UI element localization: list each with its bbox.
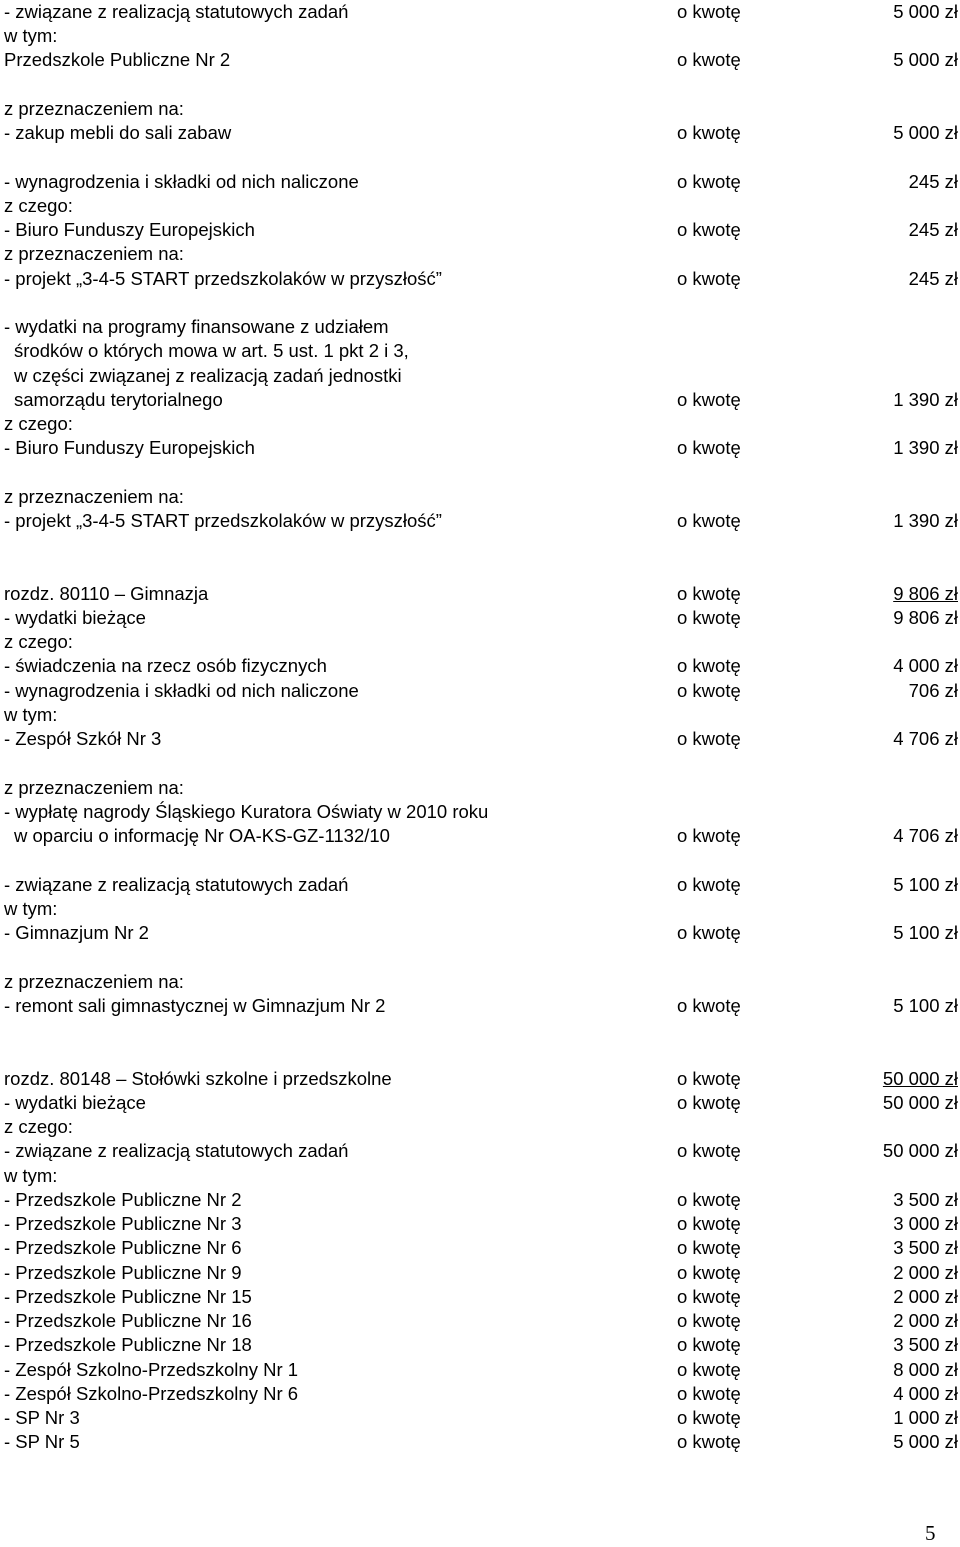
budget-line [0,800,960,824]
amount-label: o kwotę [677,389,741,410]
budget-line [0,412,960,436]
amount-label: o kwotę [677,728,741,749]
amount-label: o kwotę [677,1140,741,1161]
budget-line [0,170,960,194]
amount-label: o kwotę [677,1334,741,1355]
line-description: - Przedszkole Publiczne Nr 18 [4,1334,252,1355]
budget-line [0,703,960,727]
budget-line [0,630,960,654]
budget-line [0,606,960,630]
amount-value: 5 000 zł [893,1,958,22]
budget-line [0,1358,960,1382]
amount-label: o kwotę [677,1286,741,1307]
line-description: - projekt „3-4-5 START przedszkolaków w przyszłość” [4,510,442,531]
budget-line [0,1212,960,1236]
amount-value: 5 000 zł [893,122,958,143]
budget-line [0,315,960,339]
budget-line [0,388,960,412]
budget-line [0,1188,960,1212]
budget-line [0,1236,960,1260]
budget-line [0,121,960,145]
budget-line [0,654,960,678]
line-description: Przedszkole Publiczne Nr 2 [4,49,231,70]
amount-value: 4 706 zł [893,825,958,846]
line-description: - Przedszkole Publiczne Nr 15 [4,1286,252,1307]
budget-line [0,824,960,848]
budget-line [0,364,960,388]
amount-value: 4 000 zł [893,655,958,676]
line-description: z przeznaczeniem na: [4,777,184,798]
line-description: z czego: [4,631,73,652]
line-description: w części związanej z realizacją zadań jednostki [14,365,402,386]
line-description: - Zespół Szkolno-Przedszkolny Nr 6 [4,1383,299,1404]
amount-label: o kwotę [677,1,741,22]
amount-label: o kwotę [677,583,741,604]
budget-line [0,194,960,218]
budget-line [0,1406,960,1430]
amount-value: 1 000 zł [893,1407,958,1428]
amount-label: o kwotę [677,268,741,289]
line-description: z przeznaczeniem na: [4,243,184,264]
budget-line [0,509,960,533]
budget-line [0,1430,960,1454]
line-description: - Biuro Funduszy Europejskich [4,219,255,240]
line-description: w oparciu o informację Nr OA-KS-GZ-1132/10 [14,825,390,846]
amount-label: o kwotę [677,510,741,531]
line-description: z przeznaczeniem na: [4,98,184,119]
amount-label: o kwotę [677,922,741,943]
amount-label: o kwotę [677,219,741,240]
amount-value: 2 000 zł [893,1286,958,1307]
line-description: - projekt „3-4-5 START przedszkolaków w przyszłość” [4,268,442,289]
line-description: - zakup mebli do sali zabaw [4,122,232,143]
line-description: w tym: [4,704,58,725]
budget-line [0,97,960,121]
line-description: z czego: [4,195,73,216]
amount-label: o kwotę [677,825,741,846]
amount-value: 1 390 zł [893,510,958,531]
budget-line [0,1115,960,1139]
budget-line [0,776,960,800]
budget-line [0,1139,960,1163]
amount-label: o kwotę [677,607,741,628]
line-description: z czego: [4,1116,73,1137]
amount-value: 1 390 zł [893,437,958,458]
budget-line [0,485,960,509]
line-description: - związane z realizacją statutowych zadań [4,874,349,895]
line-description: z czego: [4,413,73,434]
amount-label: o kwotę [677,122,741,143]
amount-label: o kwotę [677,1237,741,1258]
amount-label: o kwotę [677,1068,741,1089]
amount-label: o kwotę [677,874,741,895]
budget-line [0,48,960,72]
amount-value: 245 zł [908,219,958,240]
line-description: - Przedszkole Publiczne Nr 9 [4,1262,242,1283]
budget-line [0,1164,960,1188]
page-number: 5 [925,1521,936,1545]
amount-value: 4 000 zł [893,1383,958,1404]
line-description: w tym: [4,898,58,919]
line-description: - remont sali gimnastycznej w Gimnazjum Nr 2 [4,995,386,1016]
line-description: środków o których mowa w art. 5 ust. 1 pkt 2 i 3, [14,340,409,361]
amount-value: 245 zł [908,268,958,289]
amount-label: o kwotę [677,655,741,676]
line-description: - Zespół Szkolno-Przedszkolny Nr 1 [4,1359,299,1380]
amount-label: o kwotę [677,1262,741,1283]
amount-label: o kwotę [677,1189,741,1210]
budget-line [0,1261,960,1285]
amount-value: 5 000 zł [893,1431,958,1452]
amount-value: 706 zł [908,680,958,701]
line-description: - wynagrodzenia i składki od nich naliczone [4,680,359,701]
amount-label: o kwotę [677,49,741,70]
line-description: - wynagrodzenia i składki od nich naliczone [4,171,359,192]
amount-label: o kwotę [677,1092,741,1113]
amount-value: 50 000 zł [882,1092,958,1113]
budget-line [0,1333,960,1357]
line-description: w tym: [4,1165,58,1186]
budget-line [0,0,960,24]
budget-line [0,267,960,291]
budget-line [0,1382,960,1406]
line-description: - Gimnazjum Nr 2 [4,922,149,943]
budget-line [0,1285,960,1309]
amount-label: o kwotę [677,680,741,701]
amount-value: 1 390 zł [893,389,958,410]
budget-line [0,1067,960,1091]
line-description: - Przedszkole Publiczne Nr 3 [4,1213,242,1234]
budget-line [0,339,960,363]
amount-value: 5 000 zł [893,49,958,70]
amount-value: 3 500 zł [893,1237,958,1258]
amount-value: 3 500 zł [893,1189,958,1210]
amount-value: 2 000 zł [893,1262,958,1283]
line-description: - wydatki na programy finansowane z udziałem [4,316,389,337]
amount-value: 4 706 zł [893,728,958,749]
budget-line [0,897,960,921]
budget-line [0,436,960,460]
budget-line [0,921,960,945]
line-description: - Biuro Funduszy Europejskich [4,437,255,458]
budget-line [0,727,960,751]
amount-label: o kwotę [677,1383,741,1404]
amount-value: 50 000 zł [882,1068,958,1089]
amount-value: 2 000 zł [893,1310,958,1331]
line-description: - Przedszkole Publiczne Nr 16 [4,1310,252,1331]
line-description: rozdz. 80148 – Stołówki szkolne i przedszkolne [4,1068,392,1089]
budget-line [0,1309,960,1333]
amount-label: o kwotę [677,1431,741,1452]
amount-label: o kwotę [677,1310,741,1331]
amount-value: 5 100 zł [893,874,958,895]
amount-label: o kwotę [677,1407,741,1428]
amount-value: 3 000 zł [893,1213,958,1234]
budget-line [0,24,960,48]
amount-value: 9 806 zł [893,583,958,604]
amount-label: o kwotę [677,171,741,192]
amount-label: o kwotę [677,1213,741,1234]
line-description: - wypłatę nagrody Śląskiego Kuratora Oświaty w 2010 roku [4,801,489,822]
line-description: z przeznaczeniem na: [4,486,184,507]
line-description: z przeznaczeniem na: [4,971,184,992]
line-description: - SP Nr 5 [4,1431,80,1452]
line-description: - Przedszkole Publiczne Nr 6 [4,1237,242,1258]
line-description: - Zespół Szkół Nr 3 [4,728,162,749]
budget-line [0,218,960,242]
line-description: samorządu terytorialnego [14,389,223,410]
budget-line [0,1091,960,1115]
line-description: w tym: [4,25,58,46]
line-description: - SP Nr 3 [4,1407,80,1428]
line-description: - wydatki bieżące [4,1092,146,1113]
amount-value: 3 500 zł [893,1334,958,1355]
amount-label: o kwotę [677,1359,741,1380]
line-description: - związane z realizacją statutowych zadań [4,1,349,22]
budget-line [0,679,960,703]
budget-line [0,873,960,897]
line-description: - wydatki bieżące [4,607,146,628]
budget-line [0,994,960,1018]
amount-value: 8 000 zł [893,1359,958,1380]
line-description: - Przedszkole Publiczne Nr 2 [4,1189,242,1210]
amount-value: 50 000 zł [882,1140,958,1161]
amount-value: 245 zł [908,171,958,192]
amount-value: 5 100 zł [893,922,958,943]
line-description: - świadczenia na rzecz osób fizycznych [4,655,327,676]
budget-line [0,970,960,994]
budget-line [0,582,960,606]
amount-label: o kwotę [677,437,741,458]
budget-line [0,242,960,266]
line-description: - związane z realizacją statutowych zadań [4,1140,349,1161]
line-description: rozdz. 80110 – Gimnazja [4,583,209,604]
amount-value: 9 806 zł [893,607,958,628]
amount-label: o kwotę [677,995,741,1016]
amount-value: 5 100 zł [893,995,958,1016]
